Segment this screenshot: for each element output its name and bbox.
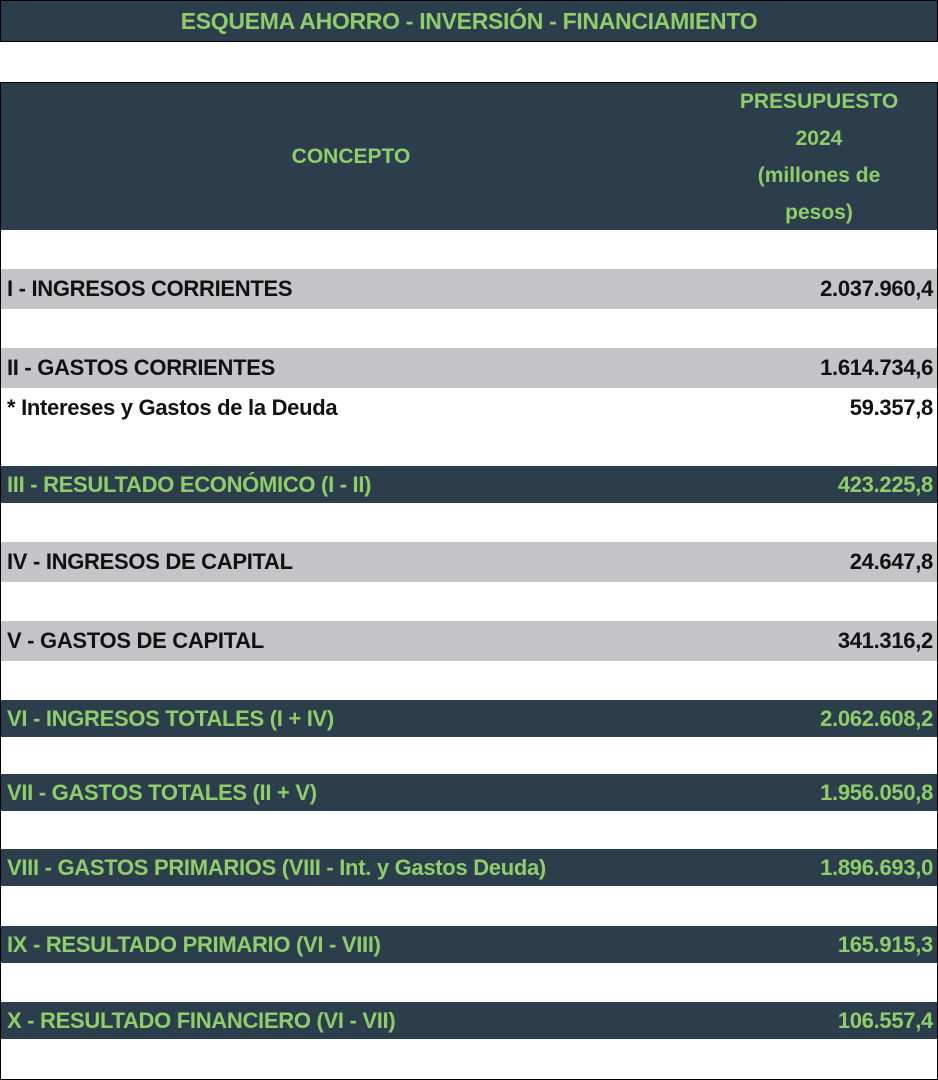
table-row xyxy=(1,774,937,811)
row-label: VIII - GASTOS PRIMARIOS (VIII - Int. y Gastos Deuda) xyxy=(7,854,546,880)
row-value: 1.896.693,0 xyxy=(820,854,933,880)
table-row xyxy=(1,1002,937,1039)
row-label: * Intereses y Gastos de la Deuda xyxy=(7,395,338,420)
table-row xyxy=(1,542,937,582)
row-label: II - GASTOS CORRIENTES xyxy=(7,355,276,380)
header-presupuesto-line3: (millones de xyxy=(757,163,881,187)
row-label: I - INGRESOS CORRIENTES xyxy=(7,276,293,301)
budget-table xyxy=(0,82,938,1080)
row-label: X - RESULTADO FINANCIERO (VI - VII) xyxy=(7,1007,396,1033)
row-label: IV - INGRESOS DE CAPITAL xyxy=(7,549,293,574)
row-value: 59.357,8 xyxy=(849,395,933,420)
table-row xyxy=(1,348,937,388)
table-row xyxy=(1,388,937,428)
table-row xyxy=(1,466,937,503)
table-row xyxy=(1,926,937,963)
header-presupuesto xyxy=(701,83,937,230)
row-value: 165.915,3 xyxy=(837,931,933,957)
header-presupuesto-line1: PRESUPUESTO xyxy=(739,89,899,113)
table-title-text: ESQUEMA AHORRO - INVERSIÓN - FINANCIAMIENTO xyxy=(180,7,758,34)
row-value: 2.037.960,4 xyxy=(820,276,933,301)
row-value: 1.956.050,8 xyxy=(820,779,933,805)
row-value: 423.225,8 xyxy=(837,471,933,497)
row-value: 106.557,4 xyxy=(837,1007,933,1033)
header-presupuesto-line4: pesos) xyxy=(785,200,853,224)
table-row xyxy=(1,849,937,886)
header-presupuesto-line2: 2024 xyxy=(795,126,843,150)
table-row xyxy=(1,269,937,309)
table-row xyxy=(1,700,937,737)
row-value: 1.614.734,6 xyxy=(820,355,933,380)
row-value: 24.647,8 xyxy=(849,549,933,574)
row-label: III - RESULTADO ECONÓMICO (I - II) xyxy=(7,471,372,497)
table-header xyxy=(1,83,937,230)
header-concepto: CONCEPTO xyxy=(291,144,411,168)
row-label: VI - INGRESOS TOTALES (I + IV) xyxy=(7,705,334,731)
table-title xyxy=(0,0,938,42)
row-label: IX - RESULTADO PRIMARIO (VI - VIII) xyxy=(7,931,381,957)
row-value: 341.316,2 xyxy=(837,628,933,653)
row-value: 2.062.608,2 xyxy=(820,705,933,731)
row-label: VII - GASTOS TOTALES (II + V) xyxy=(7,779,317,805)
table-row xyxy=(1,621,937,661)
row-label: V - GASTOS DE CAPITAL xyxy=(7,628,264,653)
